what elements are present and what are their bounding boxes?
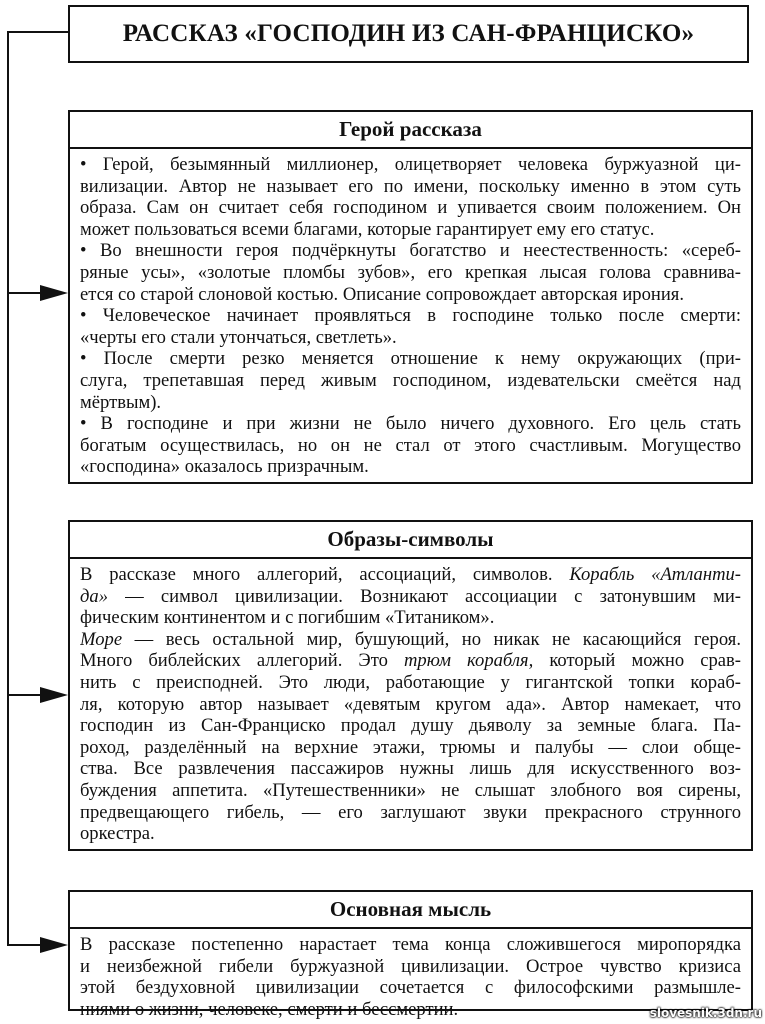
text-segment: оркестра. (80, 823, 155, 845)
text-line (80, 977, 741, 999)
text-line (80, 956, 741, 978)
text-segment: нить с преисподней. Это люди, работающие у гигантской топки кораб- (80, 671, 741, 693)
connector-branch-3 (7, 944, 41, 946)
text-line (80, 197, 741, 219)
text-line (80, 672, 741, 694)
text-segment: и неизбежной гибели буржуазной цивилизации. Острое чувство кризиса (80, 955, 741, 977)
text-segment: В рассказе много аллегорий, ассоциаций, символов. (80, 564, 570, 585)
text-segment: «черты его стали утончаться, светлеть». (80, 326, 397, 348)
text-segment: господин из Сан-Франциско продал душу дьяволу за земные блага. Па- (80, 715, 741, 737)
connector-top (7, 31, 69, 33)
text-line (80, 435, 741, 457)
text-line (80, 392, 741, 414)
text-line (80, 348, 741, 370)
text-line (80, 715, 741, 737)
connector-vertical (7, 31, 9, 946)
arrow-icon (40, 687, 68, 703)
text-line (80, 802, 741, 824)
text-line (80, 564, 741, 586)
text-segment: — весь остальной мир, бушующий, но никак не касающийся героя. (122, 628, 741, 650)
connector-branch-2 (7, 694, 41, 696)
text-line (80, 694, 741, 716)
italic-term: трюм корабля, (403, 650, 534, 672)
text-segment: роход, разделённый на верхние этажи, трюмы и палубы — слои обще- (80, 736, 741, 758)
text-line (80, 737, 741, 759)
text-line (80, 629, 741, 651)
text-segment: вилизации. Автор не называет его по имени, поскольку именно в этом суть (80, 175, 741, 197)
text-segment: Много библейских аллегорий. Это (80, 650, 404, 672)
text-segment: может пользоваться всеми благами, которые гарантирует ему его статус. (80, 218, 655, 240)
text-segment: • Человеческое начинает проявляться в господине только после смерти: (80, 305, 741, 327)
text-line (80, 327, 741, 349)
text-segment: предвещающего гибель, — его заглушают звуки прекрасного струнного (80, 801, 741, 823)
text-line (80, 823, 741, 845)
text-line (80, 305, 741, 327)
text-segment: богатым осуществилась, но он не стал от этого счастливым. Могущество (80, 434, 741, 456)
text-segment: ряные усы», «золотые пломбы зубов», его крепкая лысая голова сравнива- (80, 261, 741, 283)
text-line (80, 780, 741, 802)
text-segment: — символ цивилизации. Возникают ассоциации с затонувшим ми- (108, 585, 741, 607)
text-segment: слуга, трепетавшая перед живым господином, издевательски смеётся над (80, 369, 741, 391)
italic-term: Море (80, 628, 123, 650)
text-segment: фическим континентом и с погибшим «Титаником». (80, 607, 495, 629)
arrow-icon (40, 285, 68, 301)
text-line (80, 219, 741, 241)
section-heading: Основная мысль (70, 892, 751, 929)
text-segment: В рассказе постепенно нарастает тема конца сложившегося миропорядка (80, 934, 741, 955)
connector-branch-1 (7, 292, 41, 294)
text-segment: который можно срав- (533, 650, 741, 672)
text-line (80, 758, 741, 780)
section-hero (68, 110, 753, 484)
text-segment: • Герой, безымянный миллионер, олицетворяет человека буржуазной ци- (80, 154, 741, 175)
section-heading: Герой рассказа (70, 112, 751, 149)
text-line (80, 456, 741, 478)
text-line (80, 999, 741, 1021)
text-segment: ниями о жизни, человеке, смерти и бессмертии. (80, 998, 459, 1020)
page-title: РАССКАЗ «ГОСПОДИН ИЗ САН-ФРАНЦИСКО» (68, 5, 749, 63)
text-line (80, 370, 741, 392)
text-segment: «господина» оказалось призрачным. (80, 456, 369, 478)
text-line (80, 650, 741, 672)
arrow-icon (40, 937, 68, 953)
text-line (80, 262, 741, 284)
italic-term: да» (80, 585, 108, 607)
text-segment: буждения аппетита. «Путешественники» не слышат злобного воя сирены, (80, 779, 741, 801)
section-body (70, 149, 751, 478)
text-segment: образа. Сам он считает себя господином и упивается своим положением. Он (80, 197, 741, 219)
section-heading: Образы-символы (70, 522, 751, 559)
text-line (80, 240, 741, 262)
text-line (80, 284, 741, 306)
text-line (80, 413, 741, 435)
italic-term: Корабль «Атланти- (569, 564, 741, 585)
text-segment: этой бездуховной цивилизации сочетается с философскими размышле- (80, 977, 741, 999)
text-segment: мёртвым). (80, 391, 162, 413)
watermark: slovesnik.3dn.ru (649, 1006, 762, 1020)
text-line (80, 154, 741, 176)
section-body (70, 559, 751, 845)
text-segment: ля, которую автор называет «девятым кругом ада». Автор намекает, что (80, 693, 741, 715)
text-line (80, 176, 741, 198)
text-segment: ется со старой слоновой костью. Описание сопровождает авторская ирония. (80, 283, 685, 305)
text-line (80, 934, 741, 956)
text-segment: • Во внешности героя подчёркнуты богатство и неестественность: «сереб- (80, 240, 741, 262)
text-line (80, 607, 741, 629)
text-segment: ства. Все развлечения пассажиров нужны лишь для искусственного воз- (80, 758, 741, 780)
section-symbols (68, 520, 753, 851)
text-segment: • После смерти резко меняется отношение к нему окружающих (при- (80, 348, 741, 370)
text-segment: • В господине и при жизни не было ничего духовного. Его цель стать (80, 413, 741, 435)
text-line (80, 586, 741, 608)
